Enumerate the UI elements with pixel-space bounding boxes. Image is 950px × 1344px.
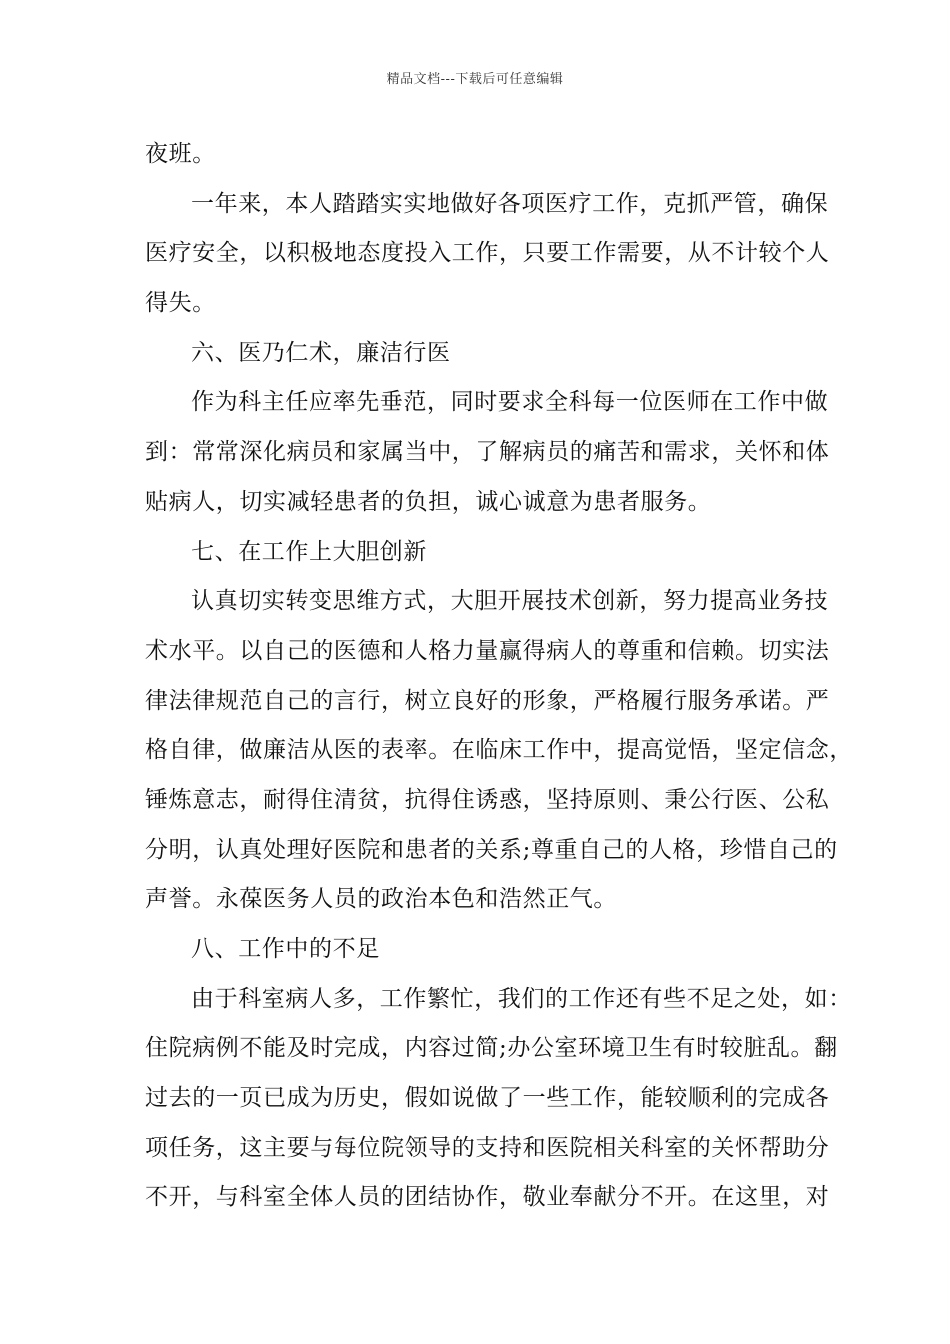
text-line: 分明，认真处理好医院和患者的关系;尊重自己的人格，珍惜自己的 (145, 836, 838, 863)
text-line: 七、在工作上大胆创新 (191, 538, 427, 565)
page-header: 精品文档---下载后可任意编辑 (386, 72, 564, 87)
text-line: 得失。 (145, 290, 216, 317)
text-line: 到：常常深化病员和家属当中，了解病员的痛苦和需求，关怀和体 (145, 439, 830, 466)
text-line: 术水平。以自己的医德和人格力量赢得病人的尊重和信赖。切实法 (145, 637, 830, 664)
text-line: 一年来，本人踏踏实实地做好各项医疗工作，克抓严管，确保 (191, 190, 829, 217)
text-line: 认真切实转变思维方式，大胆开展技术创新，努力提高业务技 (191, 588, 829, 615)
text-line: 不开，与科室全体人员的团结协作，敬业奉献分不开。在这里，对 (145, 1184, 830, 1211)
text-line: 住院病例不能及时完成，内容过简;办公室环境卫生有时较脏乱。翻 (145, 1035, 838, 1062)
text-line: 过去的一页已成为历史，假如说做了一些工作，能较顺利的完成各 (145, 1085, 830, 1112)
text-line: 声誉。永葆医务人员的政治本色和浩然正气。 (145, 886, 617, 913)
text-line: 八、工作中的不足 (191, 936, 380, 962)
text-line: 律法律规范自己的言行，树立良好的形象，严格履行服务承诺。严 (145, 687, 830, 714)
text-line: 夜班。 (145, 141, 216, 167)
text-line: 格自律，做廉洁从医的表率。在临床工作中，提高觉悟，坚定信念， (145, 737, 853, 764)
text-line: 医疗安全，以积极地态度投入工作，只要工作需要，从不计较个人 (145, 240, 830, 267)
text-line: 项任务，这主要与每位院领导的支持和医院相关科室的关怀帮助分 (145, 1134, 830, 1161)
text-line: 六、医乃仁术，廉洁行医 (191, 339, 451, 366)
document-body (145, 130, 853, 1223)
text-line: 作为科主任应率先垂范，同时要求全科每一位医师在工作中做 (191, 389, 829, 416)
text-line: 锤炼意志，耐得住清贫，抗得住诱惑，坚持原则、秉公行医、公私 (145, 786, 830, 813)
text-line: 贴病人，切实减轻患者的负担，诚心诚意为患者服务。 (145, 488, 712, 515)
text-line: 由于科室病人多，工作繁忙，我们的工作还有些不足之处，如： (191, 985, 852, 1012)
